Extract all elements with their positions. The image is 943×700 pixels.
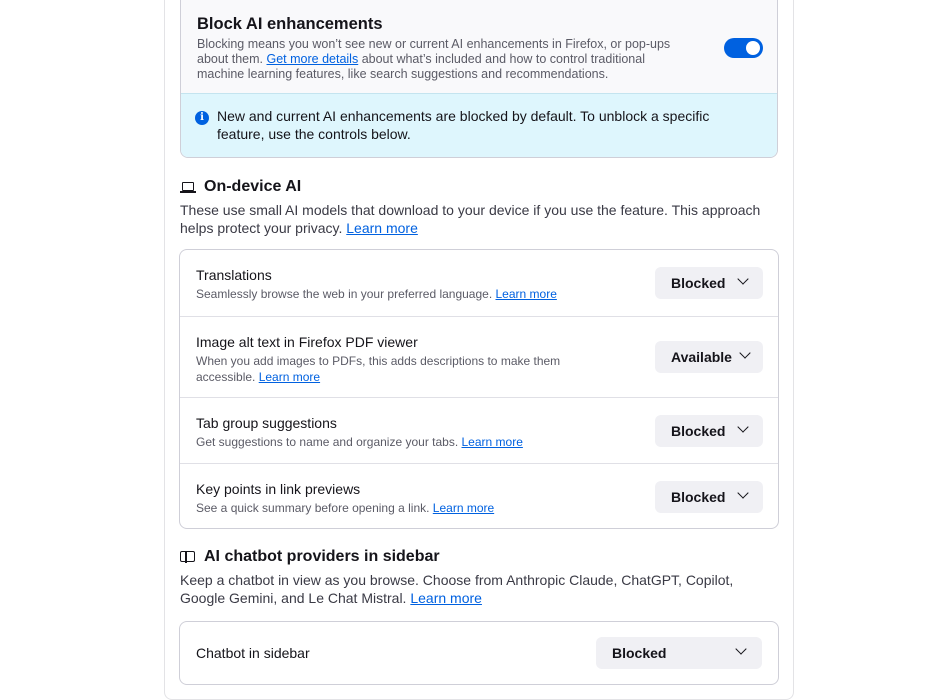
select-value: Blocked (671, 423, 726, 439)
alt-text-status-select[interactable] (655, 341, 763, 373)
toggle-knob (746, 41, 760, 55)
chevron-down-icon (739, 347, 750, 358)
block-ai-header (181, 0, 777, 93)
feature-row-tab-group-suggestions (180, 397, 778, 463)
select-value: Blocked (612, 645, 667, 661)
feature-row-image-alt-text (180, 316, 778, 397)
chatbot-learn-more-link[interactable]: Learn more (410, 590, 482, 606)
select-value: Available (671, 349, 732, 365)
feature-row-key-points (180, 463, 778, 528)
feature-description (196, 286, 616, 302)
translations-status-select[interactable] (655, 267, 763, 299)
chevron-down-icon (737, 487, 748, 498)
block-ai-title: Block AI enhancements (197, 15, 383, 33)
chatbot-row-title: Chatbot in sidebar (196, 645, 310, 661)
feature-description (196, 500, 616, 516)
key-points-status-select[interactable] (655, 481, 763, 513)
feature-title: Image alt text in Firefox PDF viewer (196, 334, 418, 350)
tab-group-status-select[interactable] (655, 415, 763, 447)
chatbot-list (179, 621, 779, 685)
block-ai-description (197, 37, 675, 82)
chevron-down-icon (737, 421, 748, 432)
on-device-features-list (179, 249, 779, 529)
chatbot-title: AI chatbot providers in sidebar (204, 548, 440, 565)
feature-desc-text: When you add images to PDFs, this adds descriptions to make them accessible. (196, 354, 561, 384)
on-device-learn-more-link[interactable]: Learn more (346, 220, 418, 236)
block-ai-toggle[interactable] (724, 38, 763, 58)
feature-title: Translations (196, 267, 272, 283)
tab-group-learn-more-link[interactable]: Learn more (461, 435, 523, 449)
feature-title: Key points in link previews (196, 481, 361, 497)
feature-title: Tab group suggestions (196, 415, 337, 431)
chatbot-heading (180, 548, 440, 566)
feature-row-translations (180, 250, 778, 316)
translations-learn-more-link[interactable]: Learn more (495, 287, 557, 301)
feature-desc-text: See a quick summary before opening a link. (196, 501, 433, 515)
block-ai-card (180, 0, 778, 158)
laptop-icon (180, 181, 196, 193)
on-device-ai-title: On-device AI (204, 178, 302, 195)
notice-text: New and current AI enhancements are blocked by default. To unblock a specific feature, use the controls below. (217, 108, 710, 142)
info-notice (181, 93, 777, 158)
sidebar-icon (180, 551, 196, 563)
select-value: Blocked (671, 489, 726, 505)
chatbot-status-select[interactable] (596, 637, 762, 669)
on-device-ai-heading (180, 178, 301, 196)
select-value: Blocked (671, 275, 726, 291)
feature-description (196, 434, 616, 450)
info-icon: i (195, 111, 209, 125)
block-ai-desc-text: Blocking means you won’t see new or current AI enhancements in Firefox, or pop-ups about them. (197, 37, 671, 66)
key-points-learn-more-link[interactable]: Learn more (432, 501, 495, 515)
get-more-details-link[interactable]: Get more details (266, 52, 359, 66)
block-ai-desc-text-after: about what’s included and how to control traditional machine learning features, like search suggestions and recommendations. (197, 52, 645, 81)
chatbot-description (180, 571, 770, 607)
chevron-down-icon (735, 643, 746, 654)
on-device-desc-text: These use small AI models that download to your device if you use the feature. This approach helps protect your privacy. (180, 202, 761, 236)
alt-text-learn-more-link[interactable]: Learn more (258, 370, 321, 384)
chatbot-desc-text: Keep a chatbot in view as you browse. Choose from Anthropic Claude, ChatGPT, Copilot, Google Gemini, and Le Chat Mistral. (180, 572, 734, 606)
on-device-ai-description (180, 201, 770, 237)
chatbot-row (180, 622, 778, 684)
feature-desc-text: Seamlessly browse the web in your preferred language. (196, 287, 496, 301)
chevron-down-icon (737, 273, 748, 284)
feature-description (196, 353, 616, 385)
feature-desc-text: Get suggestions to name and organize your tabs. (196, 435, 462, 449)
